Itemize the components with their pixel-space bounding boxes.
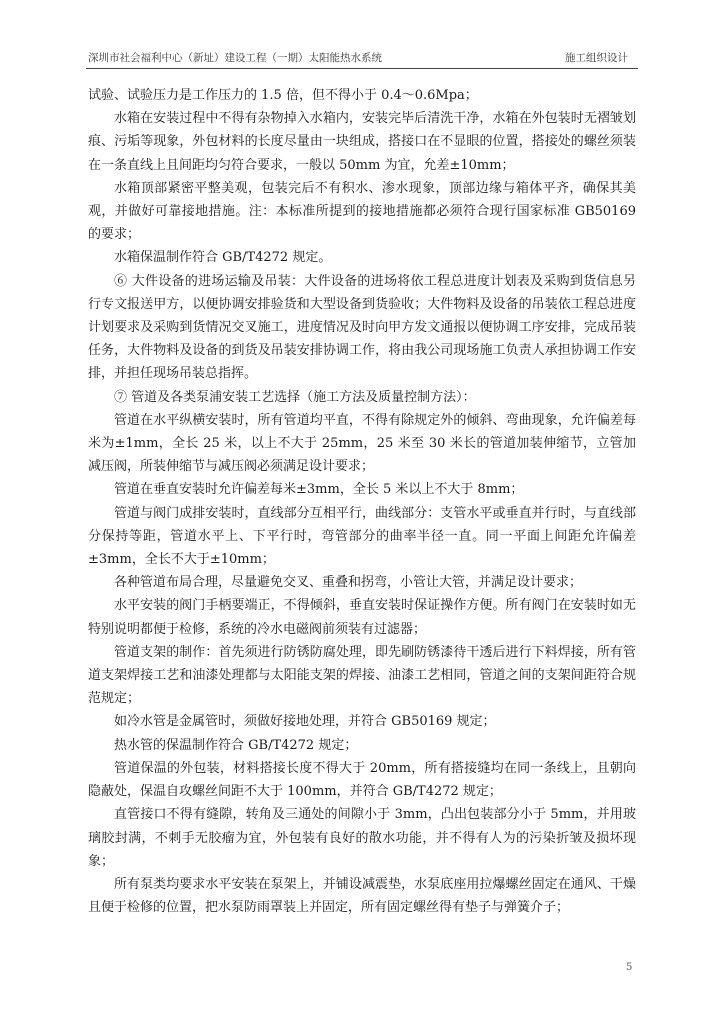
paragraph-pipe-layout: 各种管道布局合理，尽量避免交叉、重叠和拐弯，小管让大管，并满足设计要求； [114,575,583,591]
paragraph-vertical-pipes: 管道在垂直安装时允许偏差每米±3mm，全长 5 米以上不大于 8mm； [114,482,524,498]
paragraph-valve-handles: 水平安装的阀门手柄要端正，不得倾斜，垂直安装时保证操作方便。所有阀门在安装时如无特别说明都便于检修，系统的冷水电磁阀前须装有过滤器； [88,598,636,637]
paragraph-large-equipment: ⑥ 大件设备的进场运输及吊装：大件设备的进场将依工程总进度计划表及采购到货信息另行专文报送甲方，以便协调安排验货和大型设备到货验收；大件物料及设备的吊装依工程总进度计划要求及采购到货情况交叉施工，进度情况及时向甲方发文通报以便协调工序安排，完成吊装任务，大件物料及设备的到货及吊装安排协调工作，将由我公司现场施工负责人承担协调工作安排，并担任现场吊装总指挥。 [88,273,636,382]
paragraph-pipe-joints: 直管接口不得有缝隙，转角及三通处的间隙小于 3mm，凸出包装部分小于 5mm，并用玻璃胶封满，不刺手无胶瘤为宜，外包装有良好的散水功能，并不得有人为的污染折皱及损坏现象； [88,807,636,869]
paragraph-pressure-test: 试验、试验压力是工作压力的 1.5 倍，但不得小于 0.4～0.6Mpa； [88,88,478,103]
paragraph-tank-top: 水箱顶部紧密平整美观，包装完后不有积水、渗水现象，顶部边缘与箱体平齐，确保其美观，并做好可靠接地措施。注：本标准所提到的接地措施都必须符合现行国家标准 GB50169 的要求； [88,180,636,243]
header-project-title: 深圳市社会福利中心（新址）建设工程（一期）太阳能热水系统 [88,52,382,64]
page-number: 5 [626,962,633,973]
page-header [88,50,636,68]
paragraph-pipe-supports: 管道支架的制作：首先须进行防锈防腐处理，即先刷防锈漆待干透后进行下料焊接，所有管道支架焊接工艺和油漆处理都与太阳能支架的焊接、油漆工艺相同，管道之间的支架间距符合规范规定； [88,644,636,707]
paragraph-grounding: 如冷水管是金属管时，须做好接地处理，并符合 GB50169 规定； [114,714,496,730]
header-divider [86,68,638,69]
paragraph-pipe-section-heading: ⑦ 管道及各类泵浦安装工艺选择（施工方法及质量控制方法）： [114,389,476,405]
paragraph-insulation-wrapping: 管道保温的外包装，材料搭接长度不得大于 20mm，所有搭接缝均在同一条线上，且朝向隐蔽处，保温自攻螺丝间距不大于 100mm，并符合 GB/T4272 规定； [88,760,636,800]
document-body [88,84,636,919]
paragraph-hot-water-insulation: 热水管的保温制作符合 GB/T4272 规定； [114,737,358,753]
paragraph-tank-installation: 水箱在安装过程中不得有杂物掉入水箱内，安装完毕后清洗干净，水箱在外包装时无褶皱划痕、污垢等现象，外包材料的长度尽量由一块组成，搭接口在不显眼的位置，搭接处的螺丝须装在一条直线上且间距均匀符合要求，一般以 50mm 为宜，允差±10mm； [88,111,636,173]
paragraph-pipes-valves-rows: 管道与阀门成排安装时，直线部分互相平行，曲线部分：支管水平或垂直并行时，与直线部分保持等距，管道水平上、下平行时，弯管部分的曲率半径一直。同一平面上间距允许偏差±3mm，全长不大于±10mm； [88,505,636,568]
paragraph-tank-insulation: 水箱保温制作符合 GB/T4272 规定。 [114,250,332,266]
paragraph-pump-installation: 所有泵类均要求水平安装在泵架上，并铺设减震垫，水泵底座用拉爆螺丝固定在通风、干燥且便于检修的位置，把水泵防雨罩装上并固定，所有固定螺丝得有垫子与弹簧介子； [88,876,636,916]
header-document-type: 施工组织设计 [565,52,628,64]
paragraph-horizontal-pipes: 管道在水平纵横安装时，所有管道均平直，不得有除规定外的倾斜、弯曲现象，允许偏差每米为±1mm，全长 25 米，以上不大于 25mm，25 米至 30 米长的管道加装伸缩节，立管加减压阀，所装伸缩节与减压阀必须满足设计要求； [88,412,636,475]
